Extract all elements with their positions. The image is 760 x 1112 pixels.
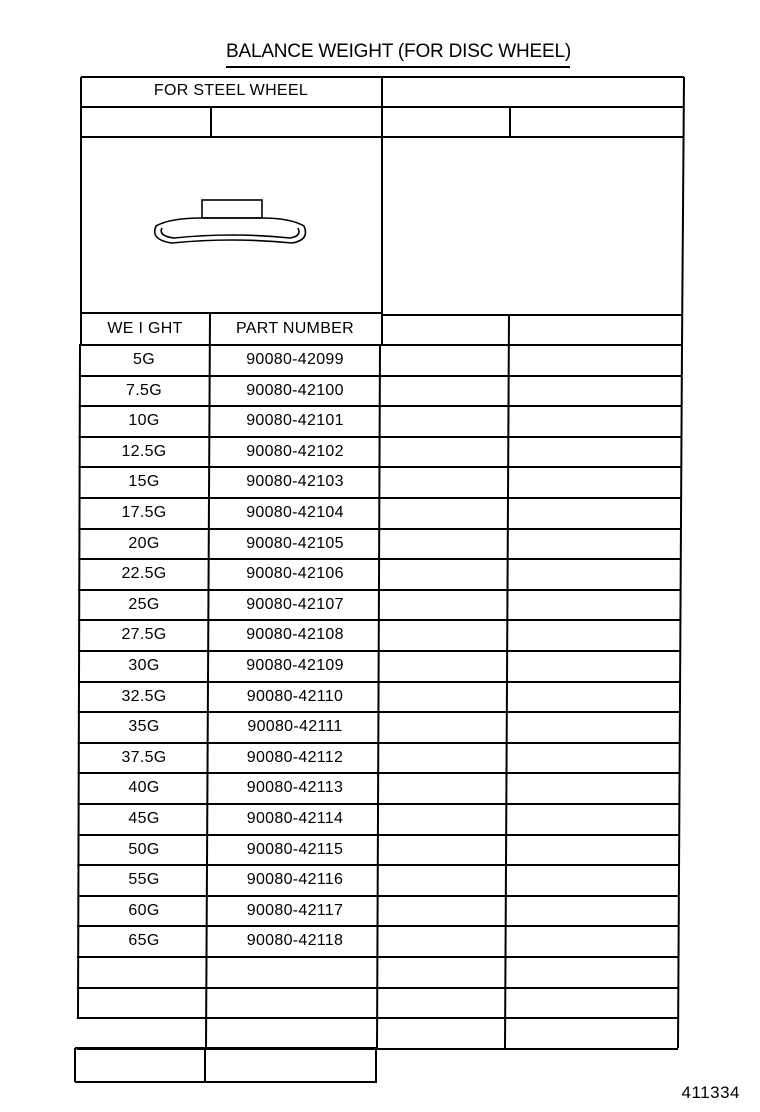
weight-cell: 12.5G bbox=[121, 443, 167, 460]
part-number-cell: 90080-42107 bbox=[246, 596, 344, 613]
weight-cell: 25G bbox=[128, 596, 160, 613]
part-number-cell: 90080-42106 bbox=[246, 565, 344, 582]
part-number-cell: 90080-42104 bbox=[246, 504, 344, 521]
part-number-cell: 90080-42100 bbox=[246, 382, 344, 399]
weight-cell: 27.5G bbox=[121, 626, 167, 643]
part-number-cell: 90080-42101 bbox=[246, 412, 344, 429]
weight-cell: 17.5G bbox=[121, 504, 167, 521]
weight-cell: 15G bbox=[128, 473, 160, 490]
part-number-cell: 90080-42108 bbox=[246, 626, 344, 643]
part-number-cell: 90080-42114 bbox=[246, 810, 344, 827]
weight-cell: 30G bbox=[128, 657, 160, 674]
part-number-cell: 90080-42110 bbox=[246, 688, 344, 705]
weight-cell: 22.5G bbox=[121, 565, 167, 582]
part-number-cell: 90080-42099 bbox=[246, 351, 344, 368]
weight-cell: 10G bbox=[128, 412, 160, 429]
weight-cell: 40G bbox=[128, 779, 160, 796]
weight-cell: 5G bbox=[133, 351, 155, 368]
weight-cell: 20G bbox=[128, 535, 160, 552]
document-number: 411334 bbox=[681, 1083, 740, 1102]
column-header-part-number: PART NUMBER bbox=[236, 320, 354, 337]
weight-cell: 45G bbox=[128, 810, 160, 827]
weight-cell: 7.5G bbox=[126, 382, 162, 399]
part-number-cell: 90080-42117 bbox=[246, 902, 344, 919]
part-number-cell: 90080-42111 bbox=[247, 718, 343, 735]
weight-cell: 65G bbox=[128, 932, 160, 949]
balance-weight-icon bbox=[155, 200, 306, 243]
part-number-cell: 90080-42103 bbox=[246, 473, 344, 490]
column-header-weight: WE I GHT bbox=[107, 320, 183, 337]
part-number-cell: 90080-42105 bbox=[246, 535, 344, 552]
part-number-cell: 90080-42115 bbox=[246, 841, 344, 858]
part-number-cell: 90080-42109 bbox=[246, 657, 344, 674]
weight-cell: 37.5G bbox=[121, 749, 167, 766]
part-number-cell: 90080-42116 bbox=[246, 871, 344, 888]
weight-cell: 60G bbox=[128, 902, 160, 919]
weight-cell: 32.5G bbox=[121, 688, 167, 705]
part-number-cell: 90080-42102 bbox=[246, 443, 344, 460]
page-title: BALANCE WEIGHT (FOR DISC WHEEL) bbox=[226, 40, 570, 68]
part-number-cell: 90080-42113 bbox=[246, 779, 344, 796]
weight-cell: 35G bbox=[128, 718, 160, 735]
weight-cell: 50G bbox=[128, 841, 160, 858]
part-number-cell: 90080-42118 bbox=[246, 932, 344, 949]
weight-cell: 55G bbox=[128, 871, 160, 888]
section-heading: FOR STEEL WHEEL bbox=[153, 82, 309, 99]
part-number-cell: 90080-42112 bbox=[246, 749, 344, 766]
